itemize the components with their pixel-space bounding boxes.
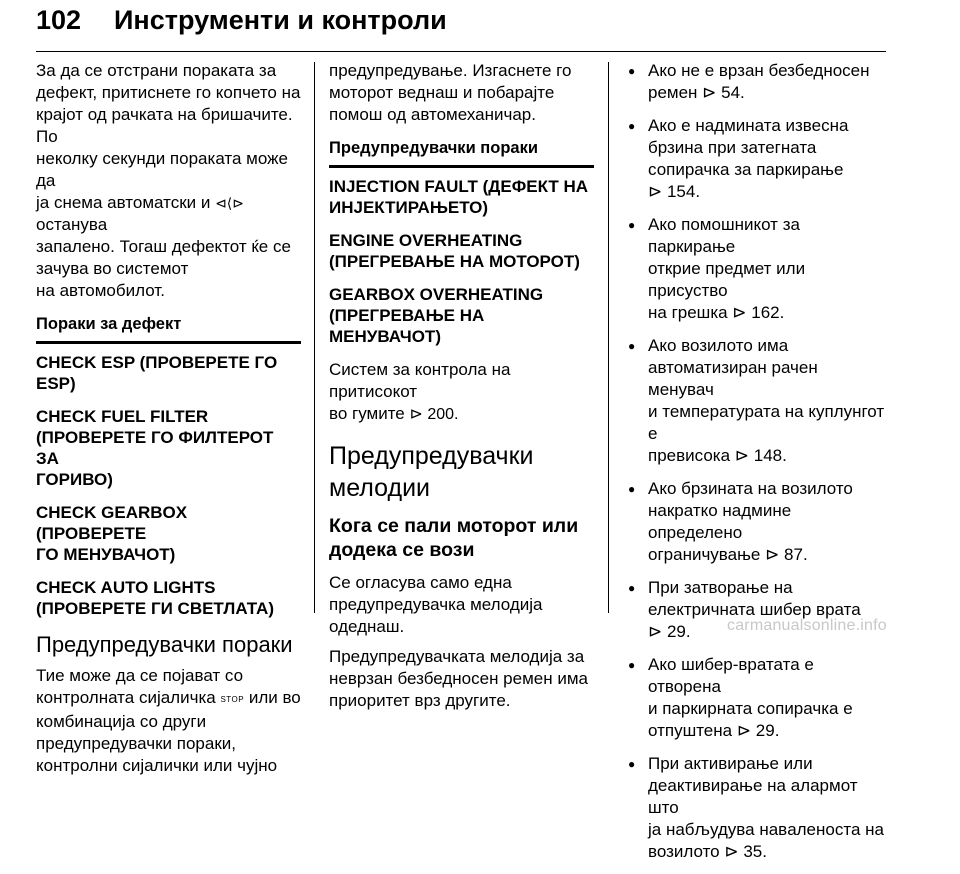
intro-text: За да се отстрани пораката за дефект, притиснете го копчето на крајот од рачката на бришачите. По неколку секунди пораката може да ја снема автоматски и — [36, 61, 301, 212]
tpms-paragraph — [329, 359, 594, 426]
column-3 — [624, 60, 888, 874]
column-divider-1 — [314, 62, 315, 613]
column-2 — [329, 60, 594, 724]
page-number: 102 — [36, 5, 82, 35]
intro-paragraph — [36, 60, 301, 302]
list-item: ● Ако шибер-вратата е отворена и паркирната сопирачка е отпуштена ⊳ 29. — [624, 654, 888, 742]
warning-text-tail: или во комбинација со други предупредувачки пораки, контролни сијалички или чујно — [36, 688, 301, 775]
message-check-gearbox: CHECK GEARBOX (ПРОВЕРЕТЕ ГО МЕНУВАЧОТ) — [36, 503, 188, 564]
page-reference-link[interactable]: ⊳ 200. — [409, 406, 459, 423]
column-1 — [36, 60, 301, 777]
message-gearbox-overheating: GEARBOX OVERHEATING (ПРЕГРЕВАЊЕ НА МЕНУВАЧОТ) — [329, 285, 544, 346]
message-check-fuel-filter: CHECK FUEL FILTER (ПРОВЕРЕТЕ ГО ФИЛТЕРОТ ЗА ГОРИВО) — [36, 407, 274, 489]
warning-text: Тие може да се појават со контролната сијаличка — [36, 666, 244, 707]
list-item: ● При активирање или деактивирање на алармот што ја набљудува навaленоста на возилото ⊳ 35. — [624, 753, 888, 863]
wiper-icon: ⊲⟨⊳ — [215, 195, 245, 211]
engine-start-heading: Кога се пали моторот или додека се вози — [329, 515, 579, 561]
list-item: ● Ако е надмината извесна брзина при затегната сопирачка за паркирање ⊳ 154. — [624, 115, 888, 203]
message-check-esp: CHECK ESP (ПРОВЕРЕТЕ ГО ESP) — [36, 353, 278, 393]
intro-text-tail: останува запалено. Тогаш дефектот ќе се зачува во системот на автомобилот. — [36, 215, 291, 300]
message-check-auto-lights: CHECK AUTO LIGHTS (ПРОВЕРЕТЕ ГИ СВЕТЛАТА) — [36, 578, 274, 618]
list-item: ● При затворање на електричната шибер врата ⊳ 29. — [624, 577, 888, 643]
fault-messages-heading: Пораки за дефект — [36, 315, 182, 333]
warning-messages-subheading: Предупредувачки пораки — [329, 139, 538, 157]
watermark: carmanualsonline.info — [727, 617, 887, 634]
list-item: ● Ако брзината на возилото накратко надмине определено ограничување ⊳ 87. — [624, 478, 888, 566]
section-rule — [36, 341, 301, 344]
message-engine-overheating: ENGINE OVERHEATING (ПРЕГРЕВАЊЕ НА МОТОРОТ) — [329, 231, 580, 271]
header-rule — [36, 51, 886, 52]
list-item: ● Ако помошникот за паркирање открие предмет или присуство на грешка ⊳ 162. — [624, 214, 888, 324]
warning-paragraph — [36, 665, 301, 777]
section-rule-2 — [329, 165, 594, 168]
continuation-paragraph: предупредување. Изгаснете го моторот веднаш и побарајте помош од автомеханичар. — [329, 61, 572, 124]
message-injection-fault: INJECTION FAULT (ДЕФЕКТ НА ИНЈЕКТИРАЊЕТО) — [329, 177, 589, 217]
list-item: ● Ако возилото има автоматизиран рачен менувач и температурата на куплунгот е превисока ⊳ 148. — [624, 335, 888, 467]
warning-messages-heading: Предупредувачки пораки — [36, 632, 293, 657]
single-chime-paragraph: Се огласува само една предупредувачка мелодија одеднаш. — [329, 573, 543, 636]
chime-conditions-list — [624, 60, 888, 863]
seat-belt-priority-paragraph: Предупредувачката мелодија за неврзан безбедносен ремен има приоритет врз другите. — [329, 647, 588, 710]
page-title: Инструменти и контроли — [114, 5, 447, 35]
stop-icon: STOP — [220, 695, 245, 704]
column-divider-2 — [608, 62, 609, 613]
warning-chimes-heading: Предупредувачки мелодии — [329, 442, 534, 502]
list-item: ● Ако не е врзан безбедносен ремен ⊳ 54. — [624, 60, 888, 104]
tpms-text: Систем за контрола на притисокот во гумите — [329, 360, 511, 423]
